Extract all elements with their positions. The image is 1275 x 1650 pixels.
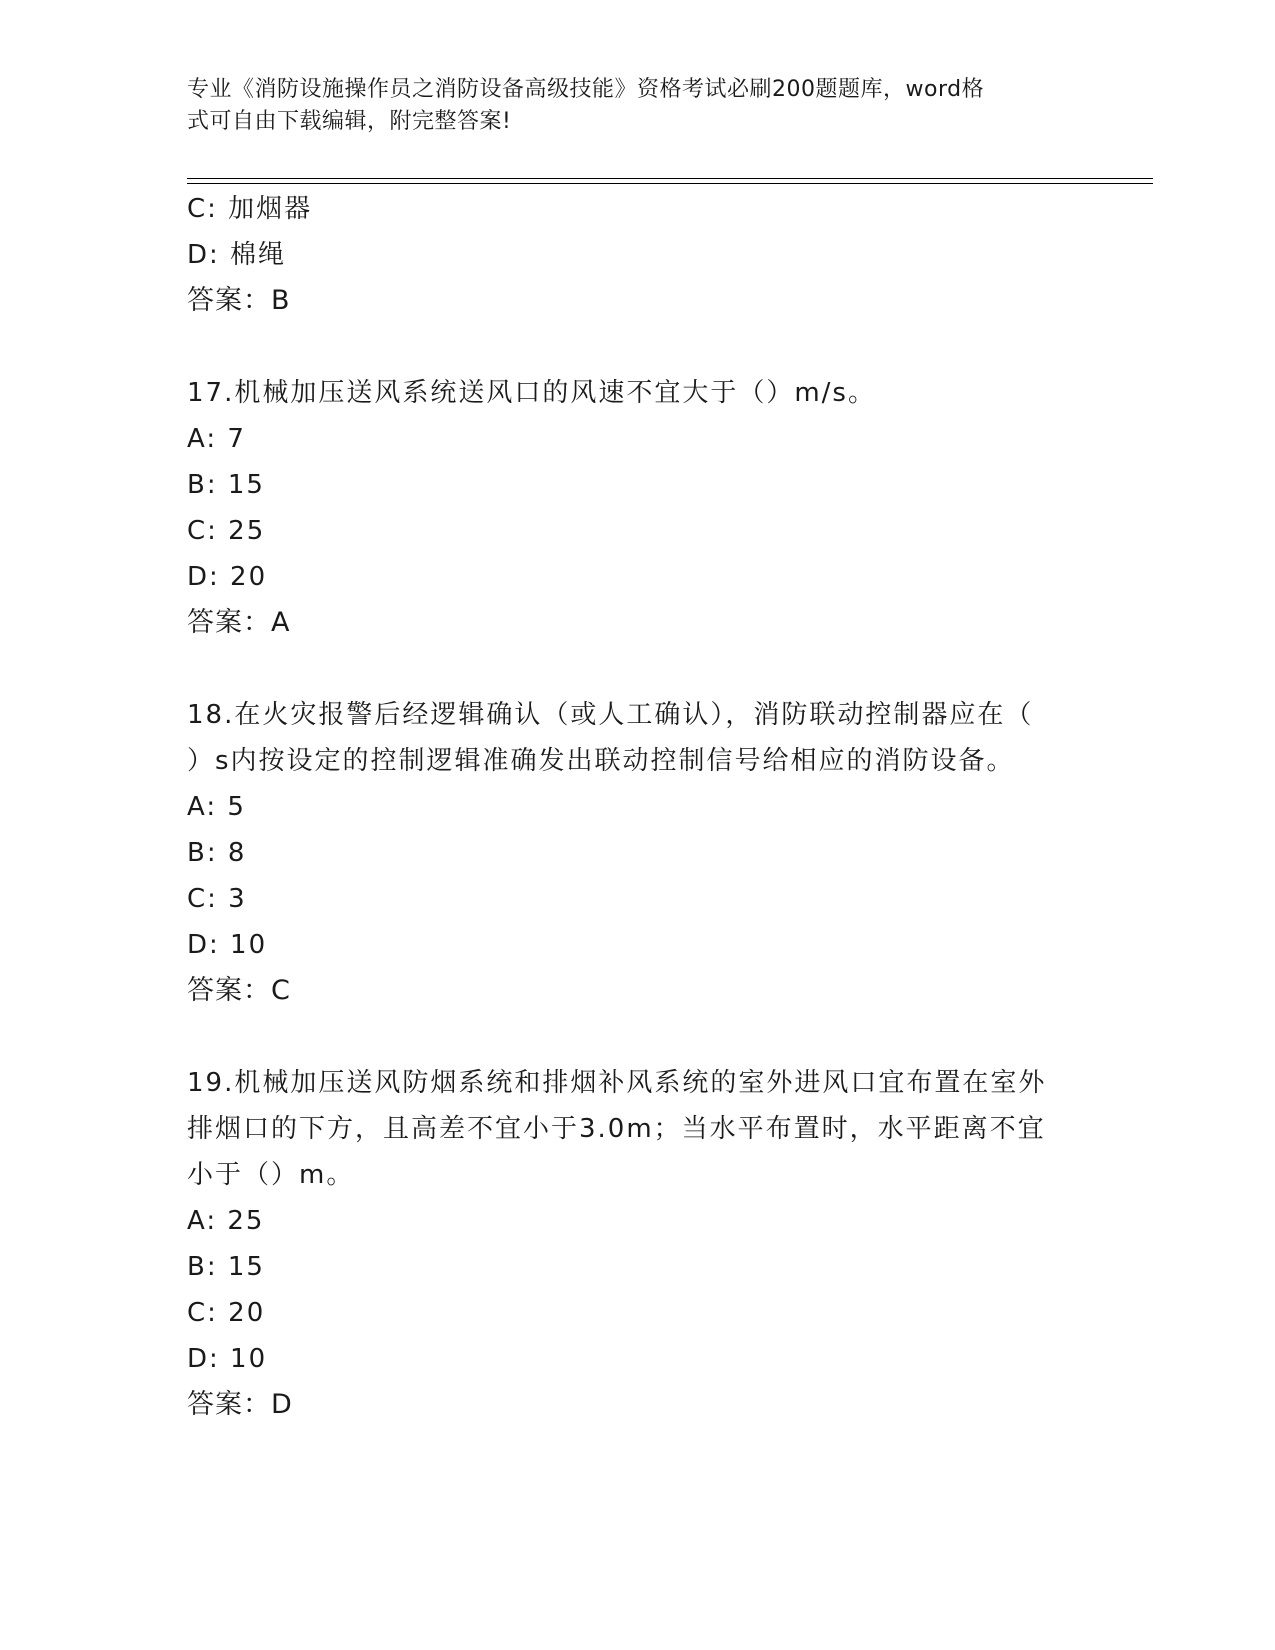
option-b: B: 15 [187, 1252, 265, 1282]
question-stem-cont: ）s内按设定的控制逻辑准确发出联动控制信号给相应的消防设备。 [187, 746, 1015, 776]
header-divider-bottom [187, 183, 1153, 184]
header-line-1: 专业《消防设施操作员之消防设备高级技能》资格考试必刷200题题库，word格 [187, 77, 985, 102]
question-stem: 19.机械加压送风防烟系统和排烟补风系统的室外进风口宜布置在室外 [187, 1068, 1047, 1098]
option-c: C: 3 [187, 884, 247, 914]
option-a: A: 5 [187, 792, 246, 822]
option-d: D: 20 [187, 562, 268, 592]
answer-label: 答案：B [187, 285, 291, 316]
question-stem: 18.在火灾报警后经逻辑确认（或人工确认），消防联动控制器应在（ [187, 700, 1034, 730]
header-divider-top [187, 178, 1153, 179]
question-stem-cont: 排烟口的下方，且高差不宜小于3.0m；当水平布置时，水平距离不宜 [187, 1114, 1046, 1144]
option-a: A: 7 [187, 424, 246, 454]
option-d: D: 10 [187, 1344, 268, 1374]
option-b: B: 15 [187, 470, 265, 500]
option-d: D: 10 [187, 930, 268, 960]
answer-label: 答案：D [187, 1389, 293, 1420]
question-stem: 17.机械加压送风系统送风口的风速不宜大于（）m/s。 [187, 378, 876, 408]
answer-label: 答案：A [187, 607, 291, 638]
question-stem-cont: 小于（）m。 [187, 1160, 355, 1190]
option-c: C: 20 [187, 1298, 266, 1328]
option-c: C: 加烟器 [187, 194, 313, 224]
answer-label: 答案：C [187, 975, 291, 1006]
option-b: B: 8 [187, 838, 247, 868]
option-d: D: 棉绳 [187, 240, 287, 270]
option-a: A: 25 [187, 1206, 265, 1236]
page-header [187, 74, 1067, 138]
header-line-2: 式可自由下载编辑，附完整答案! [187, 109, 512, 134]
option-c: C: 25 [187, 516, 266, 546]
